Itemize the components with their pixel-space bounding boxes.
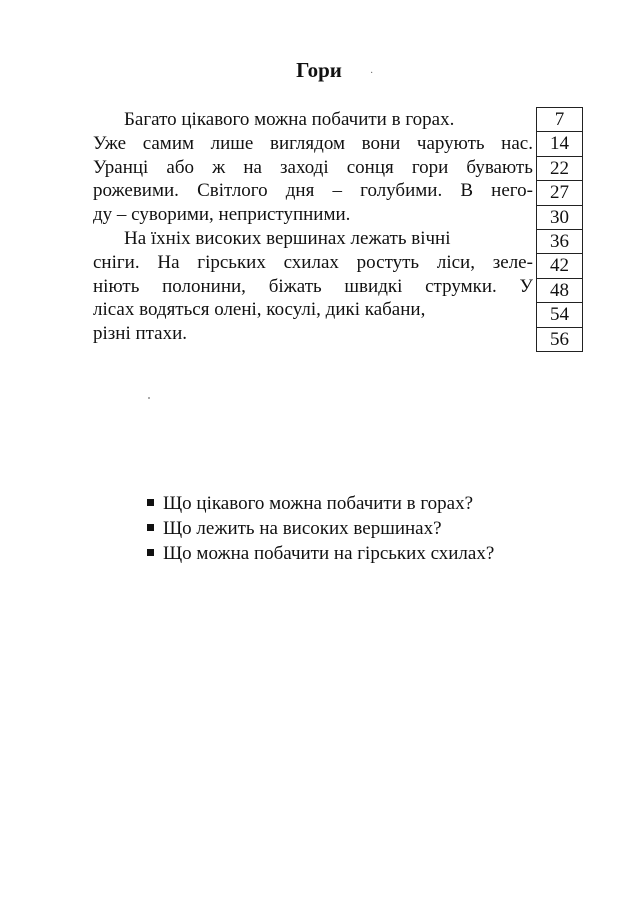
passage-line: ніють полонини, біжать швидкі струмки. У bbox=[93, 275, 533, 297]
question-item bbox=[147, 516, 494, 541]
reading-passage bbox=[93, 108, 533, 346]
square-bullet-icon bbox=[147, 499, 154, 506]
word-count-cell: 14 bbox=[537, 131, 582, 155]
passage-line: Багато цікавого можна побачити в горах. bbox=[124, 109, 455, 130]
word-count-cell: 56 bbox=[537, 327, 582, 351]
scan-speck bbox=[148, 397, 150, 399]
passage-line: ду – суворими, неприступними. bbox=[93, 204, 351, 226]
question-text: Що можна побачити на гірських схилах? bbox=[163, 543, 495, 564]
passage-line: різні птахи. bbox=[93, 323, 188, 345]
word-count-cell: 7 bbox=[554, 109, 565, 130]
question-text: Що цікавого можна побачити в горах? bbox=[163, 493, 474, 514]
word-count-cell: 36 bbox=[537, 229, 582, 253]
word-count-cell: 48 bbox=[537, 278, 582, 302]
passage-line: Уранці або ж на заході сонця гори бувають bbox=[93, 156, 533, 178]
passage-line: рожевими. Світлого дня – голубими. В него- bbox=[93, 180, 533, 202]
word-count-cell: 22 bbox=[537, 156, 582, 180]
passage-line: На їхніх високих вершинах лежать вічні bbox=[124, 227, 451, 249]
square-bullet-icon bbox=[147, 549, 154, 556]
word-count-cell: 42 bbox=[537, 253, 582, 277]
word-count-cell: 54 bbox=[537, 302, 582, 326]
passage-line: Уже самим лише виглядом вони чарують нас. bbox=[93, 132, 533, 154]
word-count-cell: 27 bbox=[537, 180, 582, 204]
word-count-column bbox=[536, 107, 583, 352]
passage-line: сніги. На гірських схилах ростуть ліси, зеле- bbox=[93, 251, 533, 273]
question-text: Що лежить на високих вершинах? bbox=[163, 518, 442, 539]
page-title: Гори bbox=[296, 58, 342, 82]
title-mark: · bbox=[370, 68, 374, 79]
question-item bbox=[147, 491, 494, 516]
question-item bbox=[147, 541, 494, 566]
square-bullet-icon bbox=[147, 524, 154, 531]
word-count-cell: 30 bbox=[537, 205, 582, 229]
question-list bbox=[147, 491, 494, 566]
passage-line: лісах водяться олені, косулі, дикі кабани, bbox=[93, 299, 426, 321]
